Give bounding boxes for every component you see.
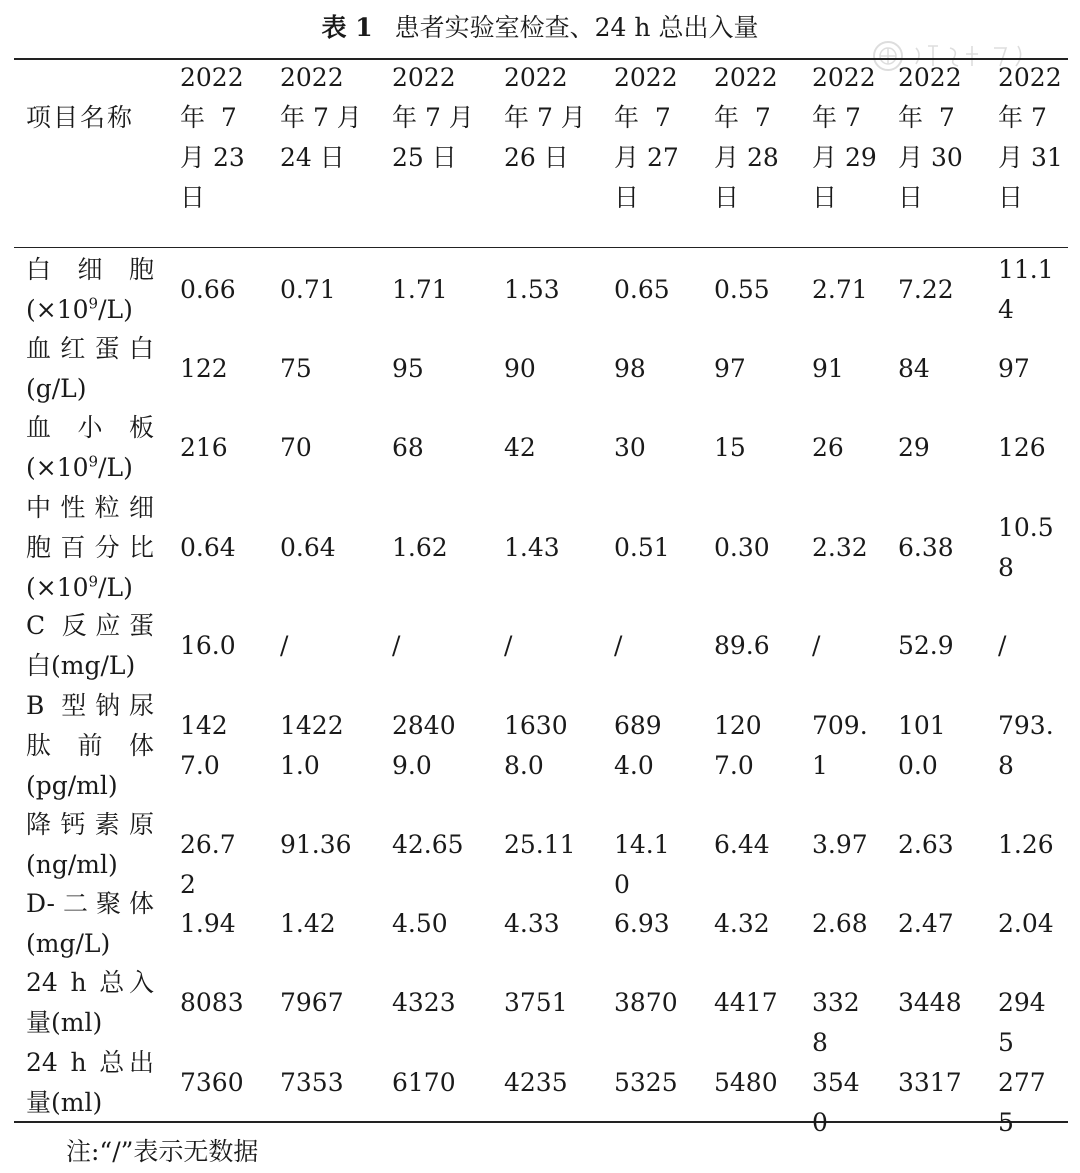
table-cell: 793.8 <box>998 711 1054 780</box>
row-label-line: 24 h 总入 <box>26 968 154 997</box>
header-date-line: 日 <box>812 183 838 212</box>
row-label <box>26 805 154 885</box>
table-cell: 84 <box>898 354 930 383</box>
row-label <box>26 408 154 488</box>
table-cell: 1.43 <box>504 533 560 562</box>
table-cell: 3328 <box>812 988 860 1057</box>
header-date-line: 2022 <box>812 63 876 92</box>
header-date-line: 年 7 <box>998 103 1047 132</box>
header-date-line: 2022 <box>392 63 456 92</box>
row-label <box>26 329 154 409</box>
table-cell: 29 <box>898 433 930 462</box>
header-date-line: 日 <box>998 183 1024 212</box>
table-cell: 4417 <box>714 988 778 1017</box>
header-date-line: 2022 <box>614 63 678 92</box>
table-cell: 7353 <box>280 1068 344 1097</box>
row-label-line: $(\times 10^9/L)$ <box>26 572 133 602</box>
header-date-line: 年 7 <box>812 103 861 132</box>
table-cell: 4.33 <box>504 909 560 938</box>
row-label-line: $(\times 10^9/L)$ <box>26 294 133 324</box>
row-label-line: 胞百分比 <box>26 533 154 562</box>
table-cell: 4.32 <box>714 909 770 938</box>
header-date-line: 25 日 <box>392 143 457 172</box>
table-cell: 2.63 <box>898 830 954 859</box>
header-date-line: 年 7 月 <box>280 103 362 132</box>
table-cell: 1427.0 <box>180 711 228 780</box>
table-cell: 0.55 <box>714 275 770 304</box>
row-label <box>26 1043 154 1123</box>
table-cell: 95 <box>392 354 424 383</box>
header-date-1 <box>180 58 260 218</box>
header-date-5 <box>614 58 694 218</box>
table-cell: / <box>392 631 401 660</box>
table-header-rule <box>14 247 1068 248</box>
header-date-line: 日 <box>898 183 924 212</box>
table-cell: 8083 <box>180 988 244 1017</box>
table-cell: 52.9 <box>898 631 954 660</box>
table-cell: 7967 <box>280 988 344 1017</box>
table-cell: 16.0 <box>180 631 236 660</box>
table-cell: 1.26 <box>998 830 1054 859</box>
table-bottom-rule <box>14 1121 1068 1123</box>
table-cell: 15 <box>714 433 746 462</box>
header-date-line: 年 7 <box>714 103 771 132</box>
header-date-line: 2022 <box>714 63 778 92</box>
table-cell: 2775 <box>998 1068 1046 1137</box>
header-date-7 <box>812 58 884 218</box>
table-cell: 2.04 <box>998 909 1054 938</box>
table-cell: 216 <box>180 433 228 462</box>
table-cell: 6.44 <box>714 830 770 859</box>
table-cell: 6.38 <box>898 533 954 562</box>
header-date-line: 2022 <box>180 63 244 92</box>
table-cell: 2945 <box>998 988 1046 1057</box>
table-cell: 14221.0 <box>280 711 344 780</box>
header-date-line: 月 28 <box>714 143 779 172</box>
table-cell: 28409.0 <box>392 711 456 780</box>
table-cell: 0.64 <box>180 533 236 562</box>
row-label-line: 量(ml) <box>26 1088 103 1117</box>
row-label-line: 肽 前 体 <box>26 731 154 760</box>
header-date-line: 年 7 <box>614 103 671 132</box>
row-label-line: $(\times 10^9/L)$ <box>26 452 133 482</box>
row-label-line: (pg/ml) <box>26 771 118 800</box>
table-cell: 30 <box>614 433 646 462</box>
header-date-4 <box>504 58 594 178</box>
table-cell: 3.97 <box>812 830 868 859</box>
table-cell: 97 <box>998 354 1030 383</box>
row-label-line: (g/L) <box>26 374 87 403</box>
header-date-line: 2022 <box>280 63 344 92</box>
header-date-line: 24 日 <box>280 143 345 172</box>
table-cell: 126 <box>998 433 1046 462</box>
table-cell: 89.6 <box>714 631 770 660</box>
table-cell: 0.65 <box>614 275 670 304</box>
table-cell: 1.94 <box>180 909 236 938</box>
row-label-line: B 型钠尿 <box>26 691 154 720</box>
table-cell: / <box>280 631 289 660</box>
header-date-line: 月 31 <box>998 143 1063 172</box>
row-label-line: (mg/L) <box>26 929 111 958</box>
row-label-line: D-二聚体 <box>26 889 154 918</box>
table-cell: 68 <box>392 433 424 462</box>
table-cell: 3317 <box>898 1068 962 1097</box>
row-label-line: (ng/ml) <box>26 850 118 879</box>
row-label-line: 中性粒细 <box>26 493 154 522</box>
header-date-line: 日 <box>614 183 640 212</box>
table-cell: 3870 <box>614 988 678 1017</box>
table-cell: 75 <box>280 354 312 383</box>
table-cell: 6170 <box>392 1068 456 1097</box>
table-cell: 6894.0 <box>614 711 662 780</box>
header-date-line: 月 23 <box>180 143 245 172</box>
table-cell: 2.68 <box>812 909 868 938</box>
table-cell: 1.71 <box>392 275 448 304</box>
table-note: 注:“/”表示无数据 <box>66 1137 259 1166</box>
table-cell: 14.10 <box>614 830 670 899</box>
table-cell: 7360 <box>180 1068 244 1097</box>
header-date-line: 年 7 月 <box>392 103 474 132</box>
row-label <box>26 686 154 806</box>
header-date-2 <box>280 58 370 178</box>
row-label-line: 白 细 胞 <box>26 255 154 284</box>
header-date-line: 2022 <box>504 63 568 92</box>
table-cell: 2.32 <box>812 533 868 562</box>
table-cell: 26 <box>812 433 844 462</box>
table-cell: 6.93 <box>614 909 670 938</box>
row-label <box>26 606 154 686</box>
row-label <box>26 963 154 1043</box>
row-label <box>26 884 154 964</box>
table-cell: 42 <box>504 433 536 462</box>
header-date-line: 2022 <box>998 63 1062 92</box>
table-cell: 42.65 <box>392 830 464 859</box>
row-label-line: 24 h 总出 <box>26 1048 154 1077</box>
table-title: 患者实验室检查、24 h 总出入量 <box>394 13 759 42</box>
table-cell: 122 <box>180 354 228 383</box>
header-date-8 <box>898 58 978 218</box>
header-date-line: 2022 <box>898 63 962 92</box>
table-cell: 0.51 <box>614 533 670 562</box>
table-cell: 4235 <box>504 1068 568 1097</box>
table-cell: 90 <box>504 354 536 383</box>
table-cell: / <box>812 631 821 660</box>
table-cell: 3540 <box>812 1068 860 1137</box>
table-cell: 1010.0 <box>898 711 946 780</box>
header-date-line: 日 <box>180 183 206 212</box>
table-cell: / <box>504 631 513 660</box>
table-cell: 709.1 <box>812 711 868 780</box>
table-cell: 10.58 <box>998 513 1054 582</box>
header-date-line: 26 日 <box>504 143 569 172</box>
table-cell: 3448 <box>898 988 962 1017</box>
table-cell: 98 <box>614 354 646 383</box>
table-cell: 26.72 <box>180 830 236 899</box>
table-cell: 91 <box>812 354 844 383</box>
table-cell: 70 <box>280 433 312 462</box>
table-cell: / <box>614 631 623 660</box>
row-label-line: 血红蛋白 <box>26 334 154 363</box>
table-cell: 4.50 <box>392 909 448 938</box>
table-cell: 1207.0 <box>714 711 762 780</box>
header-date-line: 年 7 <box>180 103 237 132</box>
table-cell: 1.42 <box>280 909 336 938</box>
table-cell: 91.36 <box>280 830 352 859</box>
table-cell: 5325 <box>614 1068 678 1097</box>
table-cell: / <box>998 631 1007 660</box>
table-cell: 0.30 <box>714 533 770 562</box>
table-cell: 2.47 <box>898 909 954 938</box>
header-date-3 <box>392 58 482 178</box>
table-cell: 4323 <box>392 988 456 1017</box>
row-label-line: 降钙素原 <box>26 810 154 839</box>
header-date-line: 日 <box>714 183 740 212</box>
header-date-line: 月 30 <box>898 143 963 172</box>
header-item-name: 项目名称 <box>26 103 135 132</box>
table-cell: 7.22 <box>898 275 954 304</box>
header-date-6 <box>714 58 794 218</box>
table-cell: 97 <box>714 354 746 383</box>
header-date-line: 月 29 <box>812 143 877 172</box>
table-cell: 3751 <box>504 988 568 1017</box>
table-cell: 1.53 <box>504 275 560 304</box>
header-date-line: 年 7 <box>898 103 955 132</box>
table-cell: 11.14 <box>998 255 1054 324</box>
table-cell: 0.71 <box>280 275 336 304</box>
row-label-line: 白(mg/L) <box>26 651 136 680</box>
row-label-line: 血 小 板 <box>26 413 154 442</box>
table-cell: 2.71 <box>812 275 868 304</box>
table-cell: 5480 <box>714 1068 778 1097</box>
row-label <box>26 250 154 330</box>
header-date-line: 年 7 月 <box>504 103 586 132</box>
row-label-line: 量(ml) <box>26 1008 103 1037</box>
header-date-line: 月 27 <box>614 143 679 172</box>
row-label <box>26 488 154 608</box>
table-number: 表 1 <box>321 13 373 42</box>
row-label-line: C 反应蛋 <box>26 611 154 640</box>
table-cell: 0.66 <box>180 275 236 304</box>
table-cell: 16308.0 <box>504 711 568 780</box>
table-cell: 1.62 <box>392 533 448 562</box>
header-date-9 <box>998 58 1070 218</box>
table-cell: 25.11 <box>504 830 576 859</box>
table-cell: 0.64 <box>280 533 336 562</box>
